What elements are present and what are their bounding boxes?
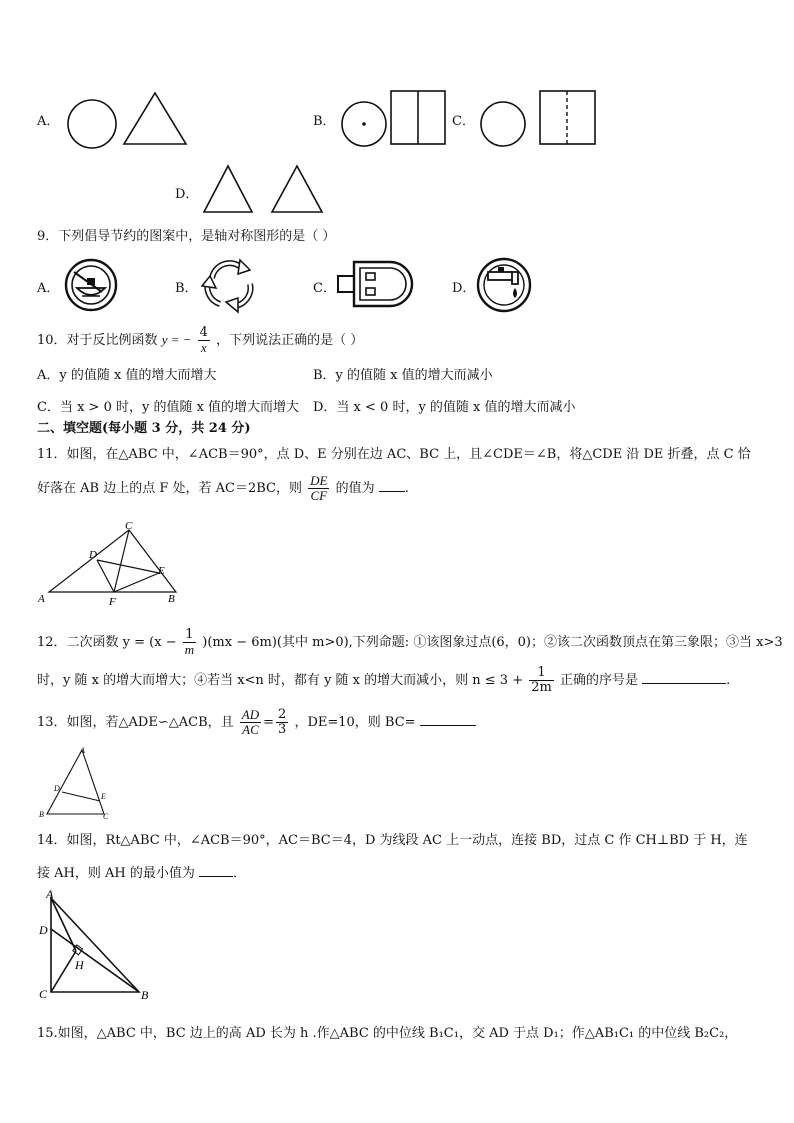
q12-line1-pre: 12．二次函数 y = (x − — [37, 635, 177, 650]
q11-label-c: C — [125, 520, 133, 532]
q13-post: ，DE=10，则 BC= — [294, 715, 416, 730]
q12-line2: 时，y 随 x 的增大而增大；④若当 x<n 时，都有 y 随 x 的增大而减小，则 n ≤ 3 + $\frac{1}{2m}$ 正确的序号是 . — [37, 665, 731, 695]
q12-line2-pre: 时，y 随 x 的增大而增大；④若当 x<n 时，都有 y 随 x 的增大而减小，则 n ≤ 3 + — [37, 673, 524, 688]
q13-label-c: C — [103, 812, 109, 820]
q9-option-c-label: C． — [313, 281, 336, 296]
q10-stem-pre: 10．对于反比例函数 — [37, 333, 158, 348]
q12-frac2-num: 1 — [529, 666, 554, 681]
water-tap-icon — [474, 256, 534, 314]
q14-label-c: C — [39, 987, 48, 1001]
q9-option-b-label: B． — [175, 281, 198, 296]
q10-stem-post: ，下列说法正确的是（ ） — [216, 333, 364, 348]
q13-fraction-1 — [240, 708, 261, 737]
q10-func-lhs: y = − — [161, 332, 192, 347]
q12-fraction-2 — [529, 666, 554, 695]
q14-label-a: A — [46, 888, 54, 901]
q13-pre: 13．如图，若△ADE∽△ACB，且 — [37, 715, 234, 730]
q13-label-e: E — [101, 792, 106, 801]
q12-line1-post: )(mx − 6m)(其中 m>0),下列命题: ①该图象过点(6，0)；②该二次函数顶点在第三象限；③当 x>3 — [202, 635, 783, 650]
q8-option-c-figure — [476, 88, 600, 150]
q10-fraction — [198, 326, 210, 355]
q10-frac-den: x — [200, 340, 207, 355]
q11-fraction — [308, 474, 329, 503]
q14-line2-end: ． — [233, 866, 247, 881]
q11-line2-pre: 好落在 AB 边上的点 F 处，若 AC＝2BC，则 — [37, 481, 302, 496]
q14-label-b: B — [141, 988, 149, 1002]
q10-option-c: C．当 x > 0 时，y 的值随 x 值的增大而增大 — [37, 400, 300, 415]
q14-answer-blank — [199, 864, 233, 877]
q13-frac2-den: 3 — [278, 722, 287, 737]
q13-eq: = — [263, 715, 275, 730]
q11-line1: 11．如图，在△ABC 中，∠ACB＝90°，点 D、E 分别在边 AC、BC 上，且∠CDE＝∠B，将△CDE 沿 DE 折叠，点 C 恰 — [37, 447, 751, 462]
q11-triangle-diagram — [36, 520, 186, 606]
recycle-arrows-icon — [198, 256, 262, 314]
q8-option-d-figure — [202, 160, 330, 218]
section-heading-fill-in: 二、填空题(每小题 3 分，共 24 分) — [37, 421, 251, 436]
q14-label-h: H — [75, 958, 84, 972]
save-food-icon — [62, 258, 120, 312]
q12-line1 — [37, 628, 783, 657]
q11-answer-blank — [379, 479, 405, 492]
triangle-shape — [204, 166, 252, 212]
q13-line — [37, 708, 476, 737]
q10-stem — [37, 326, 363, 355]
q13-triangle-diagram — [36, 744, 114, 820]
q12-frac2-den: 2m — [531, 680, 552, 695]
q13-label-b: B — [39, 810, 44, 819]
q11-frac-den: CF — [310, 488, 328, 503]
circle-shape — [481, 102, 525, 146]
q8-option-c-label: C． — [452, 114, 475, 129]
q13-frac2-num: 2 — [278, 707, 287, 722]
q11-label-a: A — [38, 593, 45, 605]
circle-shape — [68, 100, 116, 148]
q8-option-a-figure — [62, 88, 192, 150]
q13-label-d: D — [54, 784, 60, 793]
q13-answer-blank — [420, 713, 476, 726]
q8-option-b-label: B． — [313, 114, 336, 129]
q11-label-b: B — [168, 593, 175, 605]
q11-line2: 好落在 AB 边上的点 F 处，若 AC＝2BC，则 $\frac{DE}{CF}$ 的值为 . — [37, 473, 409, 503]
q11-frac-num: DE — [310, 473, 328, 488]
q11-label-e: E — [158, 565, 165, 577]
q13-label-a: A — [80, 746, 85, 755]
q11-line2-post: 的值为 — [335, 481, 375, 496]
q8-option-a-label: A． — [37, 114, 60, 129]
power-plug-icon — [336, 258, 418, 310]
q8-option-d-label: D． — [175, 187, 199, 202]
q9-option-d-label: D． — [452, 281, 476, 296]
q13-frac1-num: AD — [241, 707, 260, 722]
q10-option-d: D．当 x < 0 时，y 的值随 x 值的增大而减小 — [313, 400, 576, 415]
q14-line2-text: 接 AH，则 AH 的最小值为 — [37, 866, 195, 881]
q9-option-a-label: A． — [37, 281, 60, 296]
q12-line2-post: 正确的序号是 — [560, 673, 639, 688]
q15-line1: 15.如图，△ABC 中，BC 边上的高 AD 长为 h .作△ABC 的中位线 B₁C₁，交 AD 于点 D₁；作△AB₁C₁ 的中位线 B₂C₂， — [37, 1026, 738, 1041]
q10-option-b: B．y 的值随 x 值的增大而减小 — [313, 368, 493, 383]
q12-answer-blank — [642, 671, 726, 684]
q8-option-b-figure — [338, 88, 448, 150]
q12-fraction-1 — [183, 628, 196, 657]
q12-frac1-num: 1 — [183, 628, 196, 643]
q14-right-triangle-diagram — [36, 888, 156, 1004]
q10-option-a: A．y 的值随 x 值的增大而增大 — [37, 368, 217, 383]
q11-label-d: D — [89, 549, 97, 561]
q11-label-f: F — [109, 596, 116, 606]
q14-line1: 14．如图，Rt△ABC 中，∠ACB＝90°，AC＝BC＝4，D 为线段 AC 上一动点，连接 BD，过点 C 作 CH⊥BD 于 H，连 — [37, 833, 748, 848]
q9-stem: 9．下列倡导节约的图案中，是轴对称图形的是（ ） — [37, 229, 336, 244]
triangle-shape — [124, 93, 186, 144]
q13-frac1-den: AC — [242, 722, 259, 737]
q14-label-d: D — [39, 923, 48, 937]
q10-frac-num: 4 — [199, 325, 208, 340]
q12-frac1-den: m — [184, 642, 195, 657]
triangle-shape — [272, 166, 322, 212]
q14-line2 — [37, 864, 246, 882]
q13-fraction-2 — [276, 708, 288, 737]
